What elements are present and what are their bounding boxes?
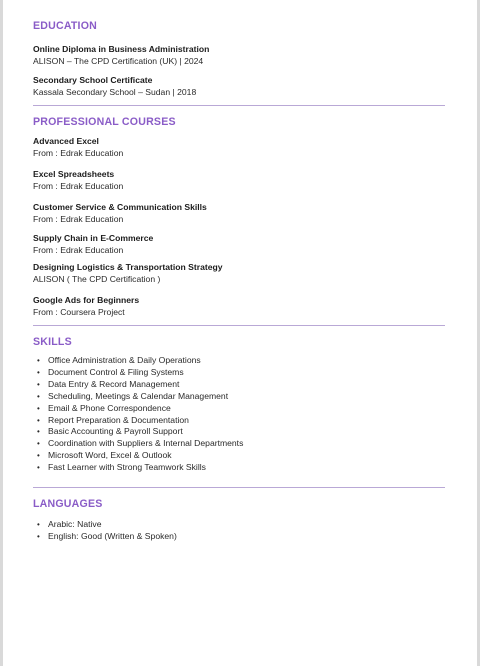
course-entry <box>33 261 445 285</box>
entry-subtitle: ALISON ( The CPD Certification ) <box>33 274 161 284</box>
bullet-icon: • <box>37 391 40 401</box>
language-item: • Arabic: Native <box>37 519 102 530</box>
bullet-icon: • <box>37 403 40 413</box>
section-title-languages: LANGUAGES <box>33 498 103 511</box>
section-title-courses: PROFESSIONAL COURSES <box>33 116 176 128</box>
course-entry <box>33 135 445 159</box>
entry-title: Secondary School Certificate <box>33 75 153 85</box>
skill-item: • Microsoft Word, Excel & Outlook <box>37 450 172 461</box>
entry-subtitle: From : Edrak Education <box>33 214 124 224</box>
skills-section <box>33 336 445 474</box>
skill-item: • Fast Learner with Strong Teamwork Skills <box>37 462 206 473</box>
course-entry <box>33 294 445 318</box>
course-entry <box>33 232 445 256</box>
skill-item: • Basic Accounting & Payroll Support <box>37 426 183 437</box>
course-entry <box>33 201 445 225</box>
skill-item: • Coordination with Suppliers & Internal Departments <box>37 438 244 449</box>
bullet-icon: • <box>37 427 40 437</box>
bullet-icon: • <box>37 415 40 425</box>
bullet-icon: • <box>37 356 40 365</box>
languages-section <box>33 498 445 543</box>
entry-title: Customer Service & Communication Skills <box>33 202 207 212</box>
section-divider <box>33 105 445 106</box>
entry-subtitle: From : Coursera Project <box>33 307 125 317</box>
section-title-education: EDUCATION <box>33 20 97 32</box>
language-item: • English: Good (Written & Spoken) <box>37 530 177 541</box>
courses-section <box>33 116 445 318</box>
section-divider <box>33 487 445 488</box>
education-section <box>33 20 445 98</box>
entry-title: Google Ads for Beginners <box>33 295 140 305</box>
section-title-skills: SKILLS <box>33 336 72 348</box>
skill-item: • Report Preparation & Documentation <box>37 414 189 425</box>
bullet-icon: • <box>37 463 40 473</box>
skill-item: • Document Control & Filing Systems <box>37 366 184 377</box>
education-entry <box>33 74 445 98</box>
bullet-icon: • <box>37 451 40 461</box>
bullet-icon: • <box>37 439 40 449</box>
skill-item: • Email & Phone Correspondence <box>37 402 171 413</box>
course-entry <box>33 168 445 192</box>
entry-title: Designing Logistics & Transportation Strategy <box>33 262 223 272</box>
languages-list <box>33 519 445 543</box>
entry-subtitle: Kassala Secondary School – Sudan | 2018 <box>33 87 197 97</box>
bullet-icon: • <box>37 379 40 389</box>
entry-title: Excel Spreadsheets <box>33 169 115 179</box>
education-entry <box>33 43 445 67</box>
skill-item: • Scheduling, Meetings & Calendar Management <box>37 390 229 401</box>
skills-list <box>33 355 445 474</box>
bullet-icon: • <box>37 531 40 541</box>
entry-title: Advanced Excel <box>33 136 99 146</box>
entry-subtitle: From : Edrak Education <box>33 181 124 191</box>
entry-subtitle: ALISON – The CPD Certification (UK) | 2024 <box>33 56 204 66</box>
entry-title: Supply Chain in E-Commerce <box>33 233 154 243</box>
skill-item: • Office Administration & Daily Operations <box>37 355 201 365</box>
skill-item: • Data Entry & Record Management <box>37 378 180 389</box>
entry-subtitle: From : Edrak Education <box>33 245 124 255</box>
entry-title: Online Diploma in Business Administration <box>33 44 210 54</box>
bullet-icon: • <box>37 367 40 377</box>
entry-subtitle: From : Edrak Education <box>33 148 124 158</box>
bullet-icon: • <box>37 520 40 530</box>
section-divider <box>33 325 445 326</box>
